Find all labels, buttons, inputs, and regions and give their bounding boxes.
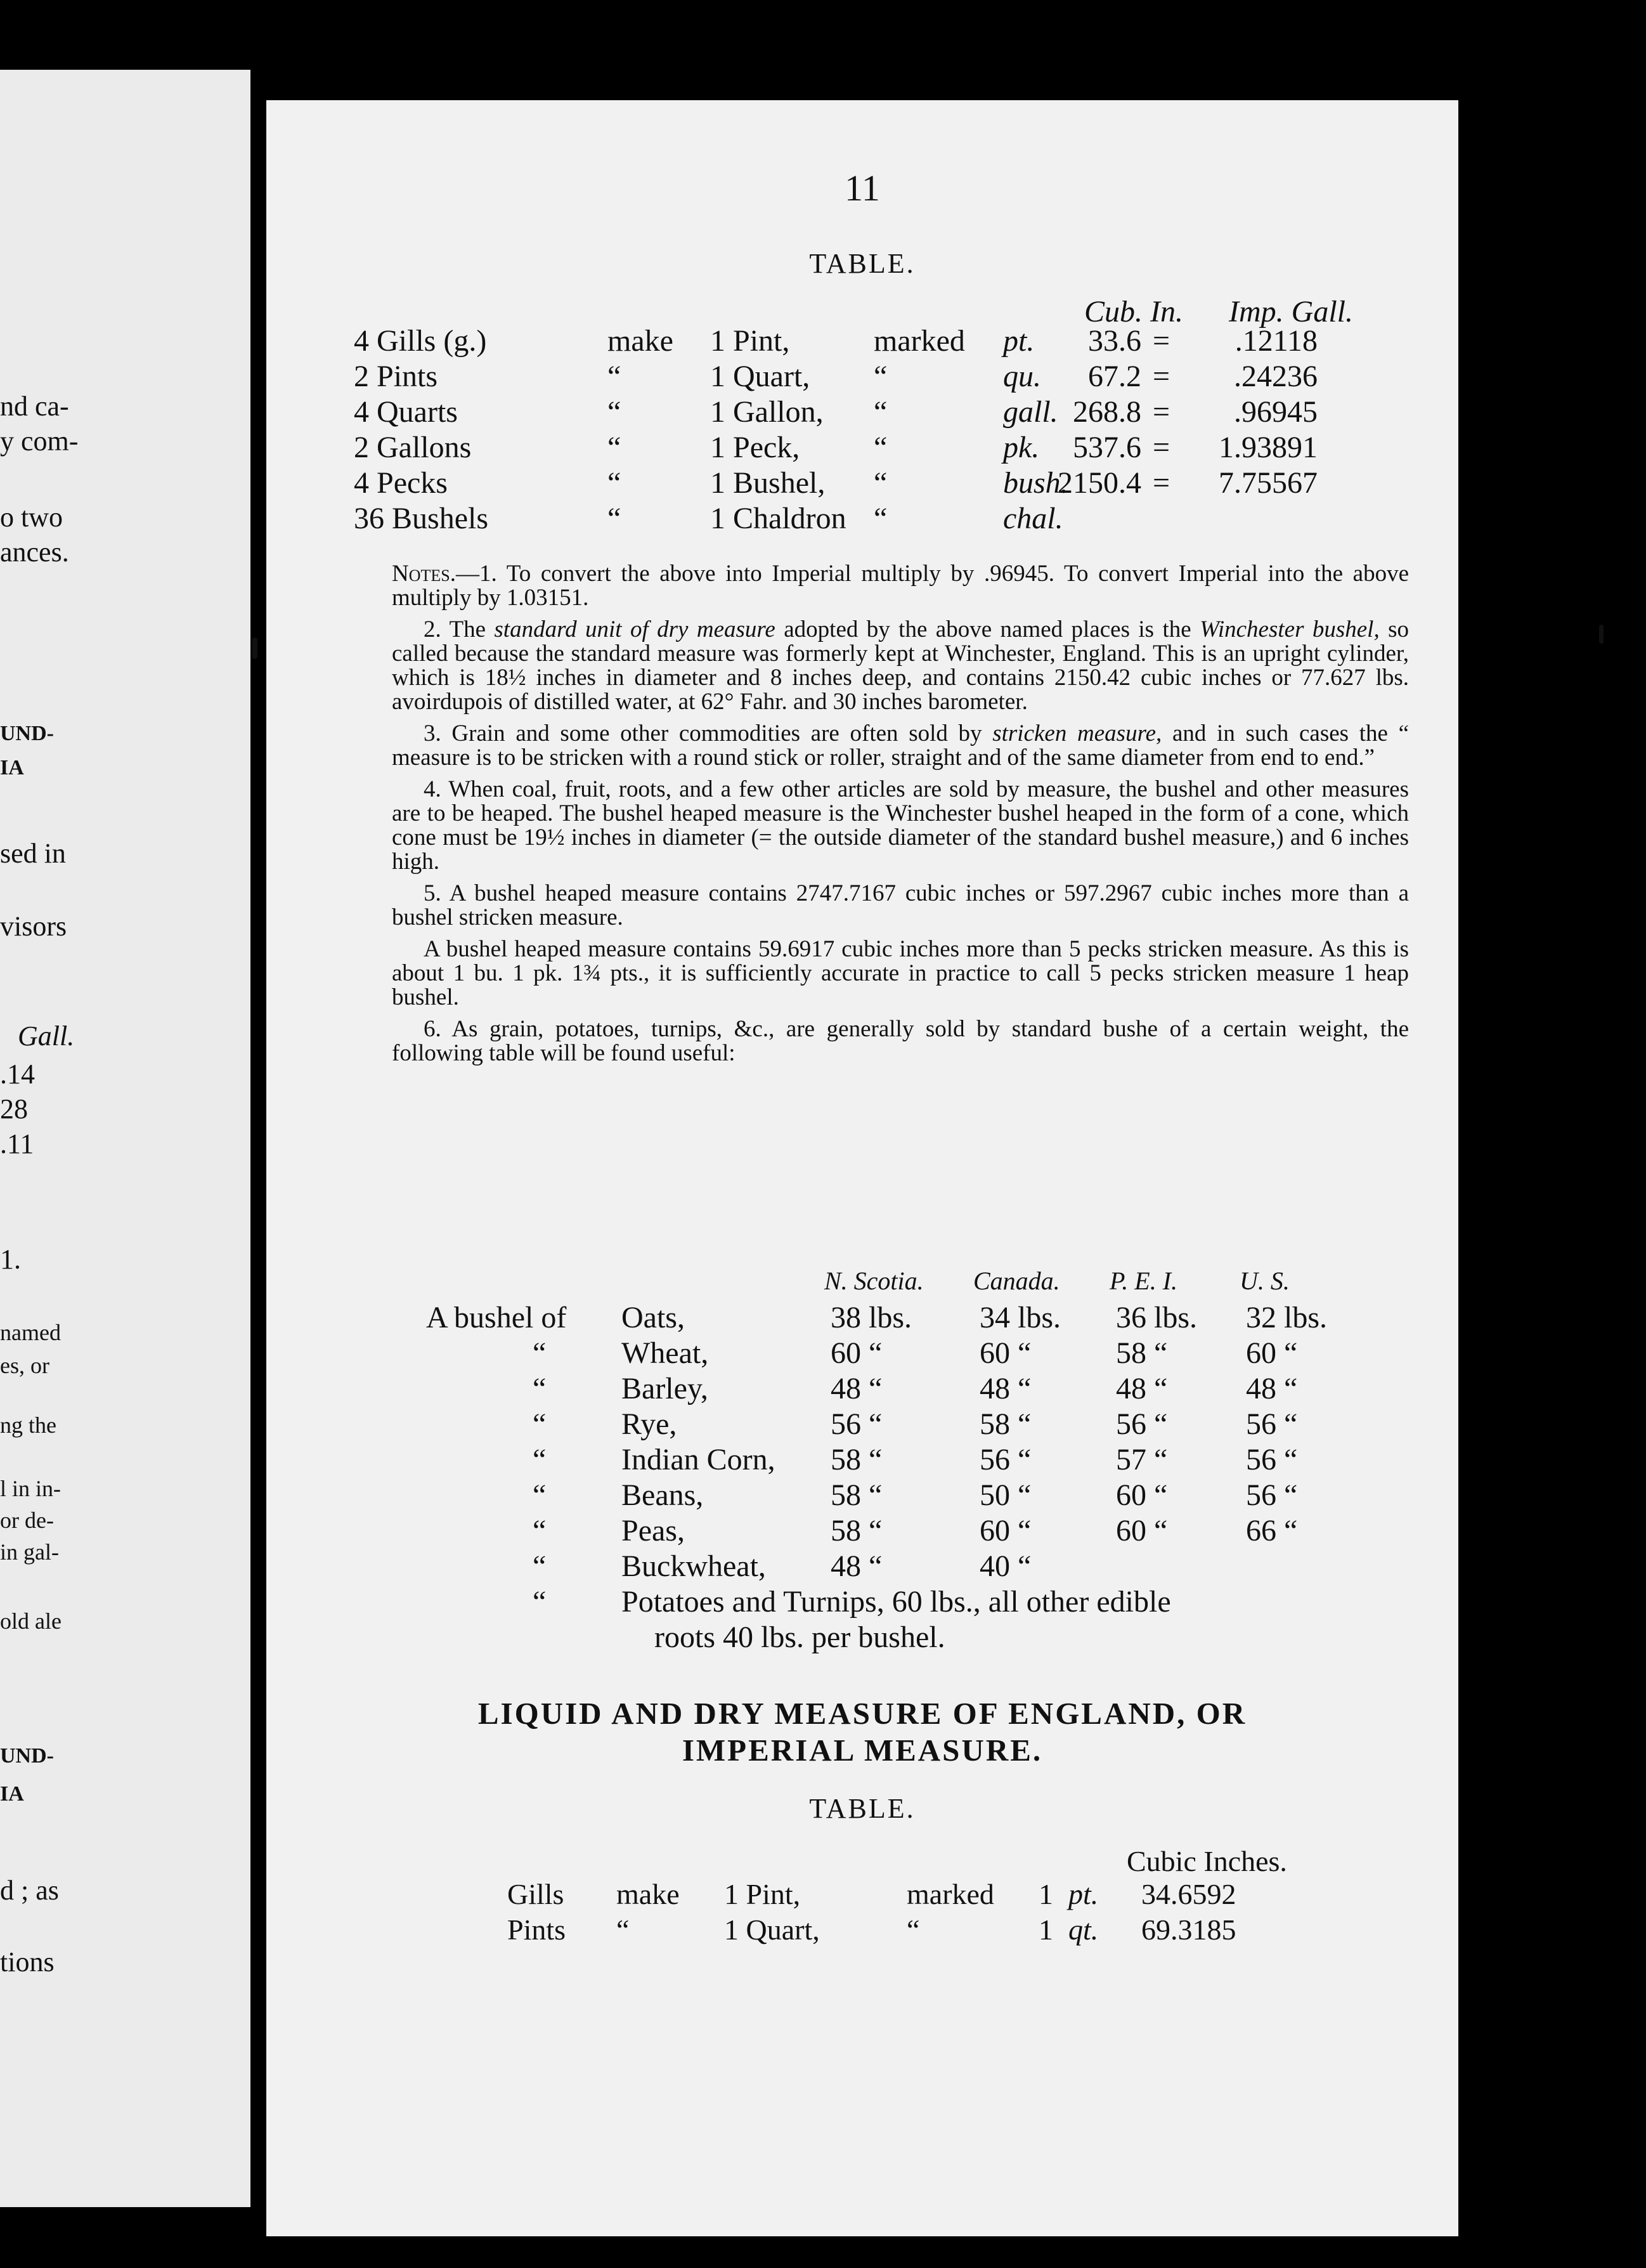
abbreviation-cell: chal. (1003, 502, 1063, 535)
note-3: 3. Grain and some other commodities are often sold by stricken measure, and in such cases the “ measure is to be stricken with a round stick or roller, straight and of the same diameter from end to end.” (392, 720, 1409, 771)
left-text-fragment: 1. (0, 1244, 21, 1275)
weight-value: 60 “ (1246, 1336, 1298, 1370)
weight-value: 56 “ (1116, 1407, 1168, 1441)
verb-cell: “ (607, 466, 621, 500)
measure-unit: 1 Peck, (710, 431, 800, 464)
measure-unit: 1 Bushel, (710, 466, 826, 500)
note-1: Notes.—1. To convert the above into Imperial multiply by .96945. To convert Imperial into the above multiply by 1.03151. (392, 561, 1409, 611)
cubic-inches-cell: 268.8 (1073, 395, 1141, 429)
left-text-fragment: nd ca- (0, 391, 69, 422)
section-heading: IMPERIAL MEASURE. (682, 1733, 1043, 1768)
weight-value: 60 “ (980, 1514, 1032, 1548)
weight-value: 56 “ (1246, 1443, 1298, 1476)
equals-sign: = (1153, 466, 1170, 500)
note-4: 4. When coal, fruit, roots, and a few other articles are sold by measure, the bushel and other measures are to be heaped. The bushel heaped measure is the Winchester bushel heaped in the form of a cone, which cone must be 19½ inches in diameter (= the outside diameter of the standard bushel measure,) and 6 inches high. (392, 776, 1409, 875)
notes-block (392, 562, 1409, 1073)
row-lead: A bushel of (426, 1301, 567, 1334)
left-text-fragment: IA (0, 1782, 24, 1806)
scan-speck (1599, 625, 1604, 644)
grain-name: Buckwheat, (621, 1549, 766, 1583)
weight-value: 48 “ (1116, 1372, 1168, 1405)
abbreviation-cell: pk. (1003, 431, 1040, 464)
imperial-gallon-cell: 1.93891 (1219, 431, 1318, 464)
table-title: TABLE. (809, 1793, 916, 1824)
weight-value: 40 “ (980, 1549, 1032, 1583)
cubic-inches-cell: 33.6 (1088, 324, 1141, 358)
potatoes-line: roots 40 lbs. per bushel. (654, 1620, 945, 1654)
scan-speck (252, 637, 257, 659)
left-text-fragment: .14 (0, 1059, 35, 1090)
count-cell: 1 (1039, 1878, 1053, 1910)
weight-value: 36 lbs. (1116, 1301, 1198, 1334)
left-text-fragment: o two (0, 502, 63, 533)
abbreviation-cell: pt. (1068, 1878, 1099, 1910)
weight-value: 50 “ (980, 1478, 1032, 1512)
weight-value: 56 “ (980, 1443, 1032, 1476)
left-text-fragment: UND- (0, 722, 54, 745)
note-5b: A bushel heaped measure contains 59.6917 cubic inches more than 5 pecks stricken measure. As this is about 1 bu. 1 pk. 1¾ pts., it is sufficiently accurate in practice to call 5 pecks stricken measure 1 heap bushel. (392, 936, 1409, 1010)
cubic-inches-cell: 67.2 (1088, 360, 1141, 393)
weight-value: 58 “ (980, 1407, 1032, 1441)
verb-cell: “ (616, 1913, 630, 1946)
measure-quantity: 4 Quarts (354, 395, 458, 429)
imperial-gallon-cell: .12118 (1234, 324, 1318, 358)
left-text-fragment: l in in- (0, 1476, 61, 1501)
marked-cell: marked (907, 1878, 994, 1910)
left-text-fragment: tions (0, 1946, 55, 1978)
measure-unit: 1 Quart, (710, 360, 810, 393)
weight-value: 34 lbs. (980, 1301, 1061, 1334)
equals-sign: = (1153, 360, 1170, 393)
marked-cell: marked (874, 324, 965, 358)
measure-unit: 1 Pint, (724, 1878, 801, 1910)
weight-value: 58 “ (831, 1478, 883, 1512)
verb-cell: “ (607, 395, 621, 429)
equals-sign: = (1153, 431, 1170, 464)
grain-name: Wheat, (621, 1336, 709, 1370)
measure-unit: 1 Quart, (724, 1913, 820, 1946)
left-text-fragment: IA (0, 756, 24, 779)
weight-value: 56 “ (1246, 1407, 1298, 1441)
potatoes-line: Potatoes and Turnips, 60 lbs., all other edible (621, 1585, 1171, 1619)
column-header: Canada. (973, 1267, 1060, 1295)
measure-unit: 1 Gallon, (710, 395, 824, 429)
notes-label: Notes. (392, 561, 456, 587)
cubic-inches-cell: 34.6592 (1141, 1878, 1236, 1910)
ditto-mark: “ (533, 1514, 547, 1548)
ditto-mark: “ (533, 1336, 547, 1370)
verb-cell: make (607, 324, 673, 358)
left-text-fragment: y com- (0, 426, 79, 457)
verb-cell: “ (607, 360, 621, 393)
count-cell: 1 (1039, 1913, 1053, 1946)
measure-quantity: 2 Gallons (354, 431, 472, 464)
ditto-mark: “ (533, 1585, 547, 1619)
weight-value: 58 “ (1116, 1336, 1168, 1370)
note-2: 2. The standard unit of dry measure adopted by the above named places is the Winchester bushel, so called because the standard measure was formerly kept at Winchester, England. This is an upright cylinder, which is 18½ inches in diameter and 8 inches deep, and contains 2150.42 cubic inches or 77.627 lbs. avoirdupois of distilled water, at 62° Fahr. and 30 inches barometer. (392, 616, 1409, 715)
note-5: 5. A bushel heaped measure contains 2747.7167 cubic inches or 597.2967 cubic inches more than a bushel stricken measure. (392, 880, 1409, 930)
grain-name: Oats, (621, 1301, 685, 1334)
grain-name: Peas, (621, 1514, 685, 1548)
abbreviation-cell: bush. (1003, 466, 1068, 500)
imperial-gallon-cell: 7.75567 (1219, 466, 1318, 500)
left-text-fragment: visors (0, 911, 67, 942)
left-text-fragment: 28 (0, 1093, 28, 1124)
grain-name: Beans, (621, 1478, 704, 1512)
grain-name: Indian Corn, (621, 1443, 775, 1476)
measure-quantity: Gills (507, 1878, 564, 1910)
table-title: TABLE. (809, 248, 916, 279)
grain-name: Barley, (621, 1372, 708, 1405)
section-heading: LIQUID AND DRY MEASURE OF ENGLAND, OR (477, 1696, 1247, 1731)
left-text-fragment: d ; as (0, 1875, 59, 1906)
book-page (266, 100, 1458, 2236)
marked-cell: “ (874, 466, 888, 500)
ditto-mark: “ (533, 1407, 547, 1441)
measure-quantity: Pints (507, 1913, 566, 1946)
ditto-mark: “ (533, 1372, 547, 1405)
left-text-fragment: ng the (0, 1412, 56, 1438)
verb-cell: “ (607, 431, 621, 464)
column-header: Imp. Gall. (1229, 295, 1353, 329)
column-header: U. S. (1240, 1267, 1290, 1295)
verb-cell: make (616, 1878, 680, 1910)
weight-value: 57 “ (1116, 1443, 1168, 1476)
left-text-fragment: sed in (0, 838, 66, 869)
measure-quantity: 36 Bushels (354, 502, 489, 535)
weight-value: 66 “ (1246, 1514, 1298, 1548)
weight-value: 56 “ (1246, 1478, 1298, 1512)
verb-cell: “ (607, 502, 621, 535)
weight-value: 60 “ (1116, 1478, 1168, 1512)
left-page-fragment (0, 70, 250, 2207)
equals-sign: = (1153, 324, 1170, 358)
column-header: P. E. I. (1110, 1267, 1178, 1295)
column-header: Cub. In. (1084, 295, 1183, 329)
measure-quantity: 4 Pecks (354, 466, 448, 500)
weight-value: 56 “ (831, 1407, 883, 1441)
marked-cell: “ (874, 431, 888, 464)
marked-cell: “ (874, 502, 888, 535)
measure-quantity: 4 Gills (g.) (354, 324, 487, 358)
weight-value: 60 “ (831, 1336, 883, 1370)
marked-cell: “ (874, 395, 888, 429)
marked-cell: “ (874, 360, 888, 393)
weight-value: 48 “ (831, 1549, 883, 1583)
left-text-fragment: in gal- (0, 1539, 59, 1565)
note-6: 6. As grain, potatoes, turnips, &c., are generally sold by standard bushe of a certain weight, the following table will be found useful: (392, 1016, 1409, 1066)
left-text-fragment: old ale (0, 1608, 62, 1634)
left-text-fragment: es, or (0, 1353, 49, 1378)
imperial-gallon-cell: .96945 (1234, 395, 1318, 429)
ditto-mark: “ (533, 1549, 547, 1583)
left-text-fragment: .11 (0, 1128, 34, 1159)
ditto-mark: “ (533, 1478, 547, 1512)
weight-value: 48 “ (980, 1372, 1032, 1405)
page-number: 11 (845, 167, 880, 209)
weight-value: 48 “ (1246, 1372, 1298, 1405)
abbreviation-cell: pt. (1003, 324, 1035, 358)
weight-value: 38 lbs. (831, 1301, 912, 1334)
left-text-fragment: UND- (0, 1744, 54, 1768)
column-header: Cubic Inches. (1127, 1845, 1287, 1877)
measure-unit: 1 Chaldron (710, 502, 846, 535)
weight-value: 48 “ (831, 1372, 883, 1405)
equals-sign: = (1153, 395, 1170, 429)
cubic-inches-cell: 537.6 (1073, 431, 1141, 464)
left-text-fragment: named (0, 1320, 61, 1345)
cubic-inches-cell: 2150.4 (1058, 466, 1141, 500)
imperial-gallon-cell: .24236 (1234, 360, 1318, 393)
weight-value: 32 lbs. (1246, 1301, 1328, 1334)
marked-cell: “ (907, 1913, 920, 1946)
measure-quantity: 2 Pints (354, 360, 438, 393)
left-text-fragment: ances. (0, 537, 69, 568)
abbreviation-cell: gall. (1003, 395, 1058, 429)
abbreviation-cell: qu. (1003, 360, 1041, 393)
left-text-fragment: or de- (0, 1508, 54, 1533)
abbreviation-cell: qt. (1068, 1913, 1099, 1946)
weight-value: 60 “ (1116, 1514, 1168, 1548)
ditto-mark: “ (533, 1443, 547, 1476)
cubic-inches-cell: 69.3185 (1141, 1913, 1236, 1946)
column-header: N. Scotia. (824, 1267, 924, 1295)
weight-value: 58 “ (831, 1514, 883, 1548)
left-text-fragment: Gall. (18, 1020, 75, 1052)
grain-name: Rye, (621, 1407, 677, 1441)
measure-unit: 1 Pint, (710, 324, 790, 358)
weight-value: 58 “ (831, 1443, 883, 1476)
weight-value: 60 “ (980, 1336, 1032, 1370)
